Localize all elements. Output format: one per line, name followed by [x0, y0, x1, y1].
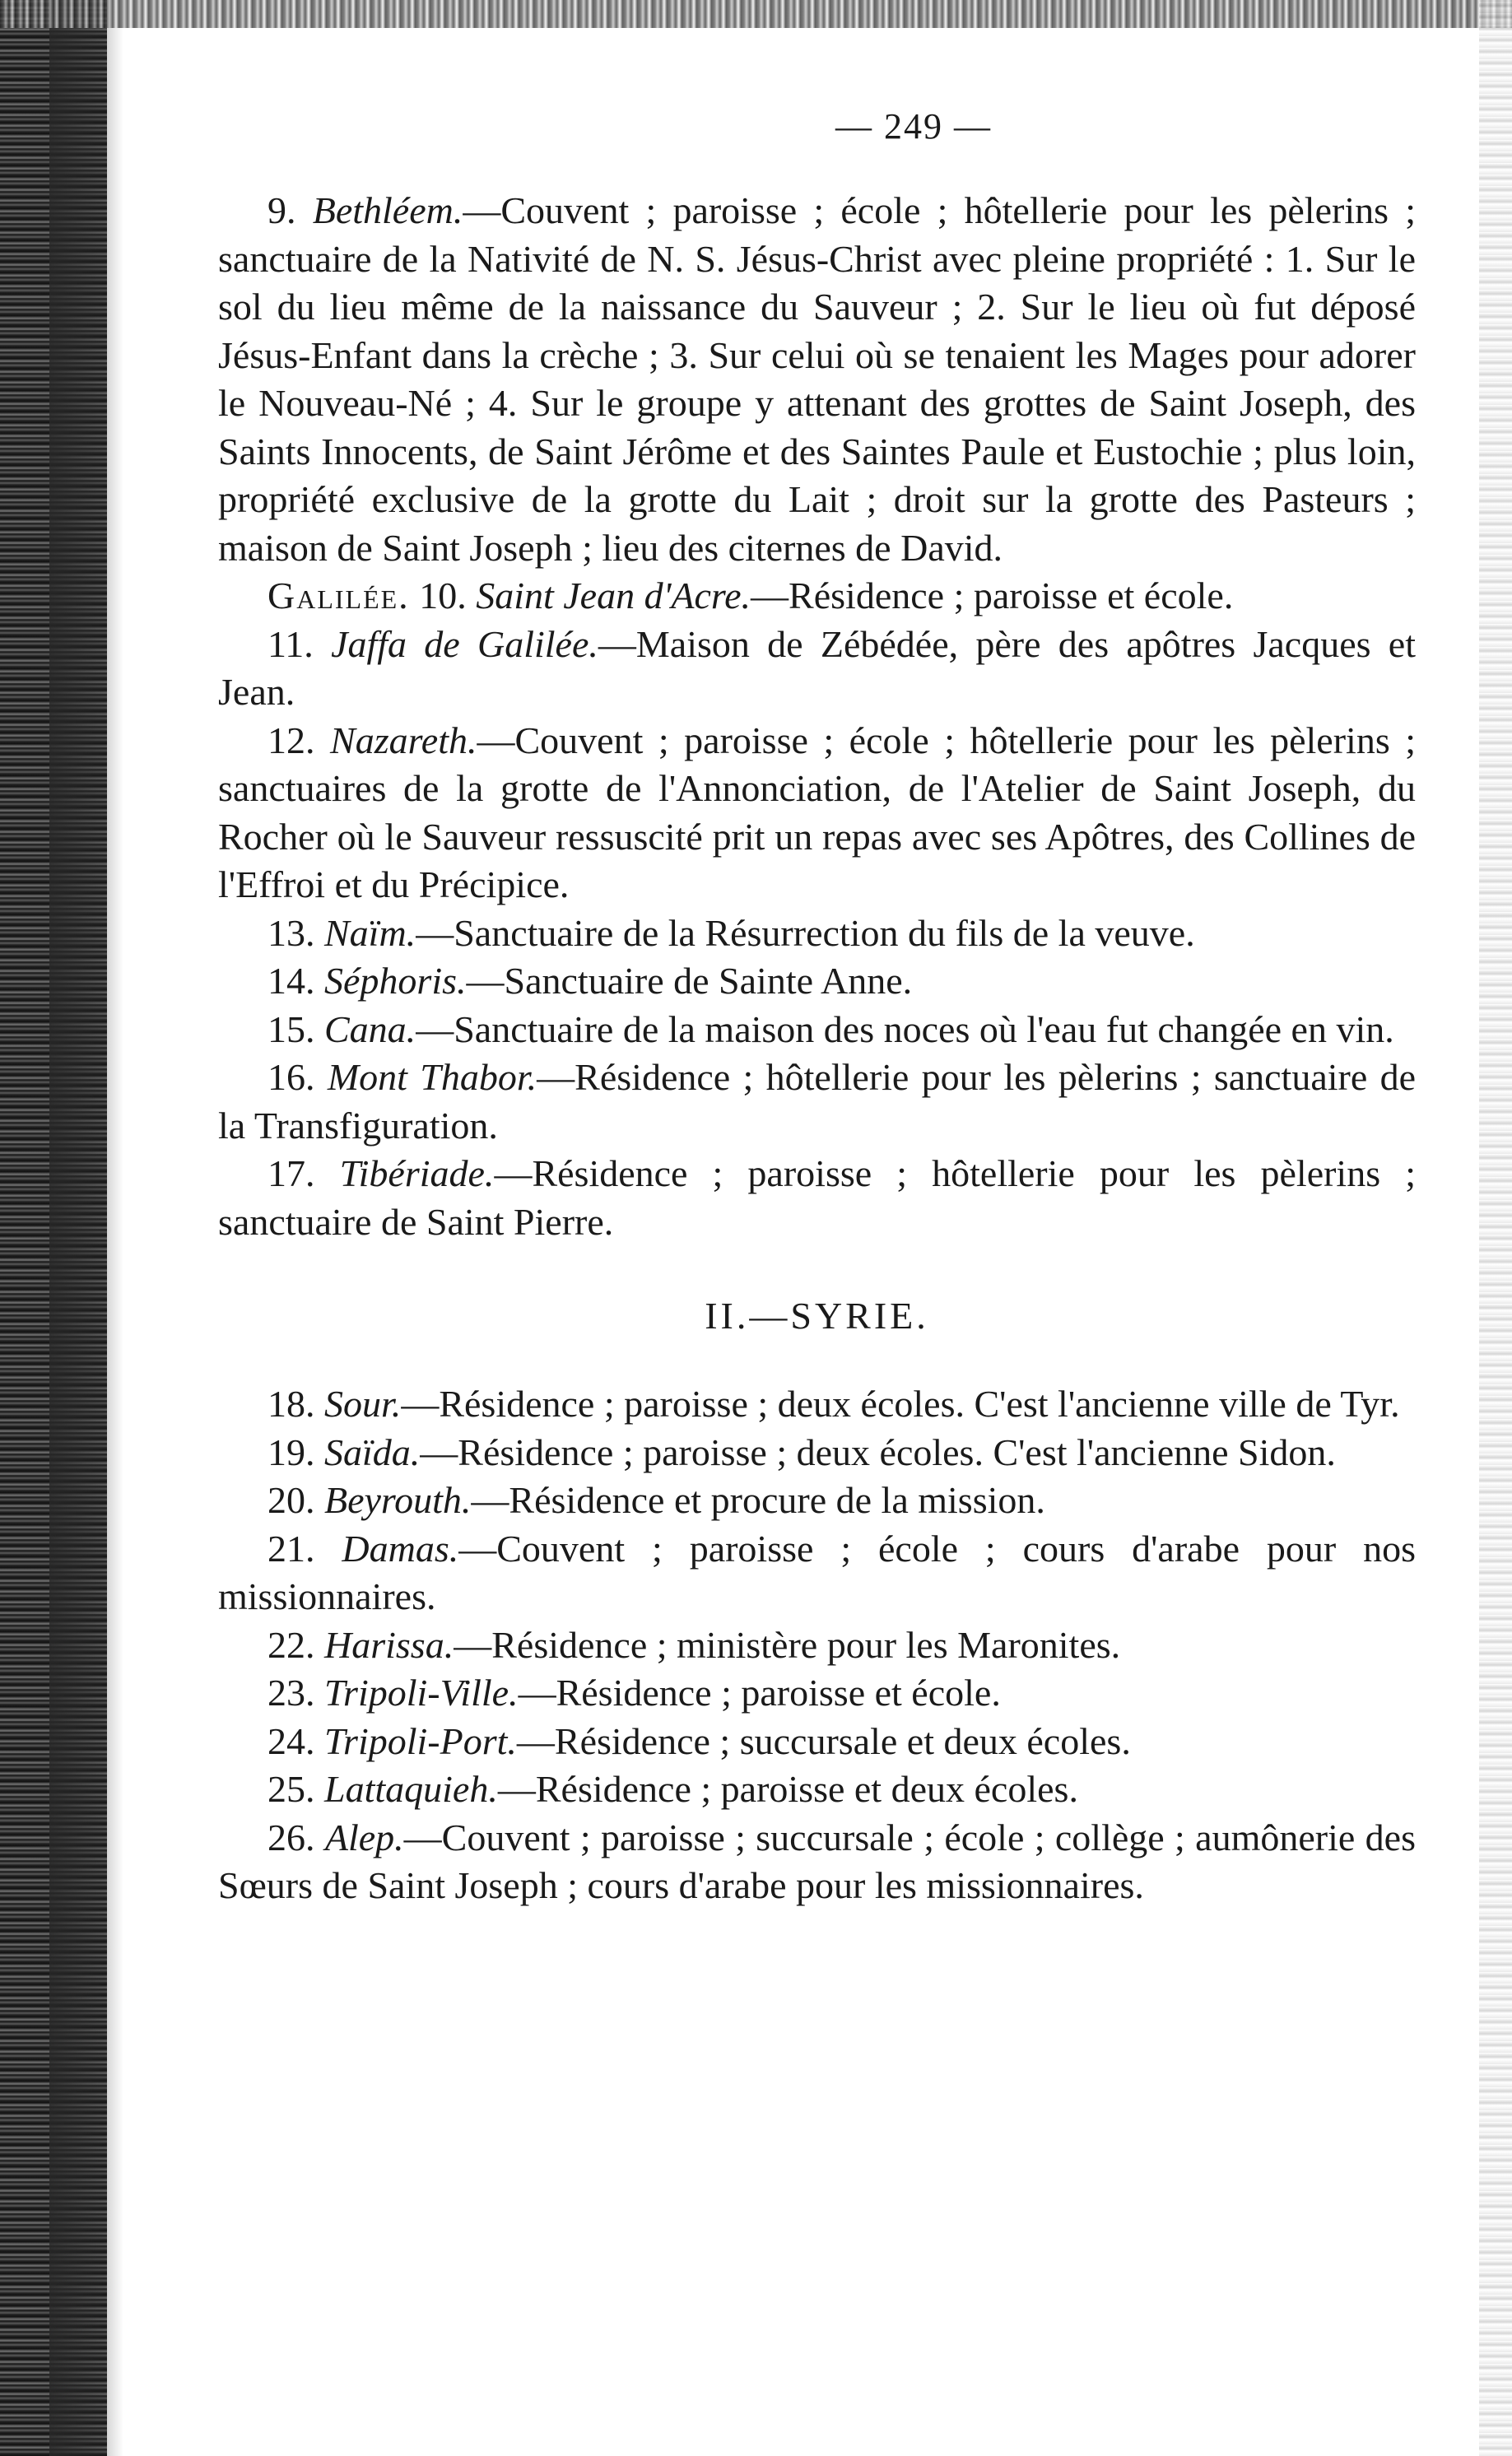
entry-text: —Couvent ; paroisse ; école ; hôtellerie pour les pèlerins ; sanctuaires de la grotte de l'Annonciation, de l'Atelier de Saint Joseph, du Rocher où le Sauveur ressuscité prit un repas avec ses Apôtres, des Collines de l'Effroi et du Précipice. [218, 719, 1417, 905]
entry-place: Lattaquieh. [324, 1768, 498, 1810]
entry-9: 9. Bethléem.—Couvent ; paroisse ; école ; hôtellerie pour les pèlerins ; sanctuaire de la Nativité de N. S. Jésus-Christ avec pleine propriété : 1. Sur le sol du lieu même de la naissance du Sauveur ; 2. Sur le lieu où fut déposé Jésus-Enfant dans la crèche ; 3. Sur celui où se tenaient les Mages pour adorer le Nouveau-Né ; 4. Sur le groupe y attenant des grottes de Saint Joseph, des Saints Innocents, de Saint Jérôme et des Saintes Paule et Eustochie ; plus loin, propriété exclusive de la grotte du Lait ; droit sur la grotte des Pasteurs ; maison de Saint Joseph ; lieu des citernes de David. [218, 189, 1416, 569]
entry-text: —Résidence ; paroisse et deux écoles. [497, 1768, 1078, 1810]
scan-right-edge [1479, 0, 1512, 2456]
page-number: — 249 — [835, 106, 992, 147]
entry-place: Tripoli-Port. [324, 1719, 517, 1762]
entry-place: Jaffa de Galilée. [331, 622, 598, 665]
entry-text: —Résidence ; hôtellerie pour les pèlerins ; sanctuaire de la Transfiguration. [218, 1056, 1417, 1147]
entry-place: Naïm. [324, 911, 416, 954]
entry-text: —Résidence ; paroisse et école. [751, 574, 1234, 616]
entry-12: 12. Nazareth.—Couvent ; paroisse ; école ; hôtellerie pour les pèlerins ; sanctuaires de la grotte de l'Annonciation, de l'Atelier de Saint Joseph, du Rocher où le Sauveur ressuscité prit un repas avec ses Apôtres, des Collines de l'Effroi et du Précipice. [218, 719, 1417, 905]
entry-place: Cana. [324, 1007, 416, 1050]
entry-19: 19. Saïda.—Résidence ; paroisse ; deux écoles. C'est l'ancienne Sidon. [268, 1430, 1336, 1473]
scan-shadow [49, 0, 123, 2456]
entry-place: Harissa. [324, 1623, 454, 1666]
entry-11: 11. Jaffa de Galilée.—Maison de Zébédée, père des apôtres Jacques et Jean. [218, 622, 1416, 713]
entry-25: 25. Lattaquieh.—Résidence ; paroisse et deux écoles. [268, 1768, 1078, 1810]
entry-text: —Résidence ; ministère pour les Maronites. [454, 1623, 1121, 1666]
entry-text: —Résidence ; succursale et deux écoles. [516, 1719, 1131, 1762]
entry-place: Séphoris. [324, 960, 467, 1002]
section-heading: II.—SYRIE. [705, 1295, 929, 1337]
entry-text: —Sanctuaire de la Résurrection du fils de la veuve. [416, 911, 1195, 954]
entry-place: Damas. [342, 1527, 459, 1570]
entry-place: Nazareth. [330, 719, 477, 761]
entry-15: 15. Cana.—Sanctuaire de la maison des noces où l'eau fut changée en vin. [268, 1007, 1394, 1050]
entry-text: —Couvent ; paroisse ; école ; hôtellerie pour les pèlerins ; sanctuaire de la Nativité de N. S. Jésus-Christ avec pleine propriété : 1. Sur le sol du lieu même de la naissance du Sauveur ; 2. Sur le lieu où fut déposé Jésus-Enfant dans la crèche ; 3. Sur celui où se tenaient les Mages pour adorer le Nouveau-Né ; 4. Sur le groupe y attenant des grottes de Saint Joseph, des Saints Innocents, de Saint Jérôme et des Saintes Paule et Eustochie ; plus loin, propriété exclusive de la grotte du Lait ; droit sur la grotte des Pasteurs ; maison de Saint Joseph ; lieu des citernes de David. [218, 189, 1416, 569]
entry-20: 20. Beyrouth.—Résidence et procure de la mission. [268, 1479, 1045, 1521]
entry-24: 24. Tripoli-Port.—Résidence ; succursale et deux écoles. [268, 1719, 1131, 1762]
entry-text: —Résidence ; paroisse ; deux écoles. C'est l'ancienne ville de Tyr. [401, 1383, 1400, 1425]
entry-text: —Sanctuaire de Sainte Anne. [466, 960, 913, 1002]
entry-26: 26. Alep.—Couvent ; paroisse ; succursale ; école ; collège ; aumônerie des Sœurs de Saint Joseph ; cours d'arabe pour les missionnaires. [218, 1816, 1416, 1906]
entry-text: —Résidence ; paroisse ; hôtellerie pour les pèlerins ; sanctuaire de Saint Pierre. [218, 1152, 1416, 1243]
entry-place: Bethléem. [312, 189, 463, 231]
entry-22: 22. Harissa.—Résidence ; ministère pour les Maronites. [268, 1623, 1121, 1666]
section-label: Galilée. [268, 574, 410, 616]
entry-place: Mont Thabor. [327, 1056, 537, 1098]
book-page [218, 105, 1416, 1910]
entry-text: —Résidence ; paroisse et école. [518, 1672, 1001, 1714]
entry-21: 21. Damas.—Couvent ; paroisse ; école ; cours d'arabe pour nos missionnaires. [218, 1527, 1417, 1617]
entry-place: Beyrouth. [324, 1479, 472, 1521]
entry-text: —Couvent ; paroisse ; école ; cours d'arabe pour nos missionnaires. [218, 1527, 1417, 1617]
entry-17: 17. Tibériade.—Résidence ; paroisse ; hôtellerie pour les pèlerins ; sanctuaire de Saint Pierre. [218, 1152, 1416, 1243]
entry-place: Alep. [324, 1816, 404, 1858]
entry-18: 18. Sour.—Résidence ; paroisse ; deux écoles. C'est l'ancienne ville de Tyr. [268, 1383, 1400, 1425]
entry-text: —Résidence ; paroisse ; deux écoles. C'est l'ancienne Sidon. [420, 1430, 1336, 1473]
entry-place: Sour. [324, 1383, 402, 1425]
entry-16: 16. Mont Thabor.—Résidence ; hôtellerie pour les pèlerins ; sanctuaire de la Transfiguration. [218, 1056, 1417, 1147]
entry-place: Tripoli-Ville. [324, 1672, 519, 1714]
entry-text: —Résidence et procure de la mission. [471, 1479, 1045, 1521]
entry-place: Saïda. [324, 1430, 421, 1473]
scan-top-edge [0, 0, 1512, 28]
entry-place: Tibériade. [339, 1152, 495, 1194]
entry-text: —Couvent ; paroisse ; succursale ; école ; collège ; aumônerie des Sœurs de Saint Joseph ; cours d'arabe pour les missionnaires. [218, 1816, 1416, 1906]
entry-text: —Maison de Zébédée, père des apôtres Jacques et Jean. [218, 622, 1416, 713]
entry-13: 13. Naïm.—Sanctuaire de la Résurrection du fils de la veuve. [268, 911, 1195, 954]
entry-14: 14. Séphoris.—Sanctuaire de Sainte Anne. [268, 960, 913, 1002]
entry-text: —Sanctuaire de la maison des noces où l'eau fut changée en vin. [416, 1007, 1394, 1050]
entry-10: Galilée. 10. Saint Jean d'Acre.—Résidence ; paroisse et école. [268, 574, 1234, 616]
entry-23: 23. Tripoli-Ville.—Résidence ; paroisse et école. [268, 1672, 1001, 1714]
entry-place: Saint Jean d'Acre. [476, 574, 751, 616]
